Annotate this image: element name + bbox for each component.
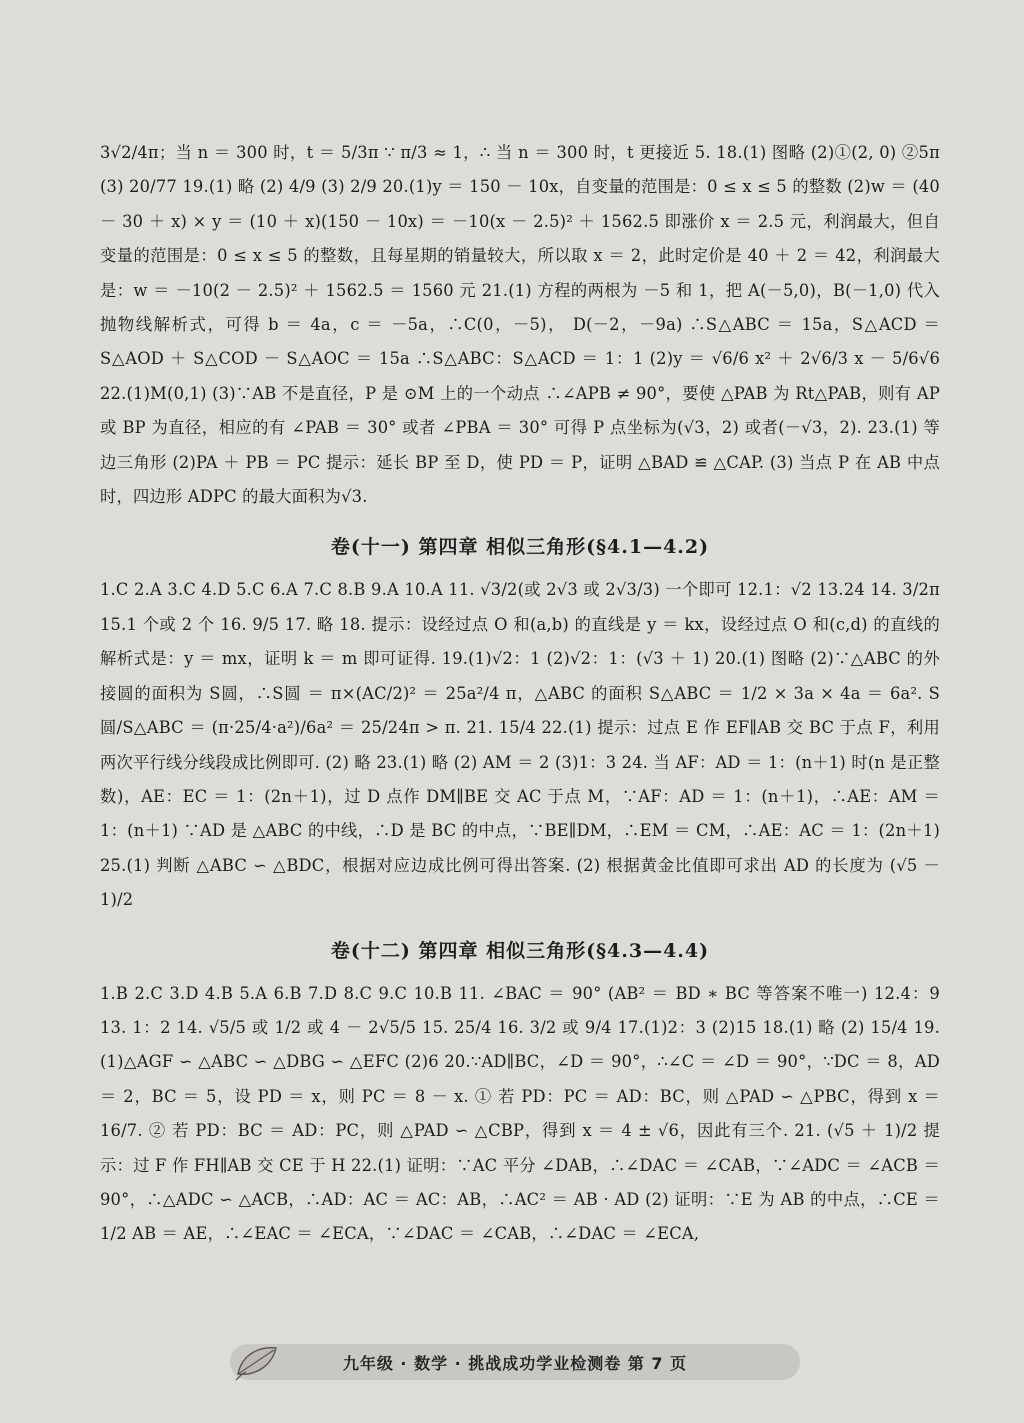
section-heading-12: 卷(十二) 第四章 相似三角形(§4.3—4.4) <box>330 939 710 962</box>
answer-paragraph-3: 1.B 2.C 3.D 4.B 5.A 6.B 7.D 8.C 9.C 10.B 11. ∠BAC ＝ 90° (AB² ＝ BD ∗ BC 等答案不唯一) 12.4：9 13. 1：2 14. √5/5 或 1/2 或 4 － 2√5/5 15. 25/4 16. 3/2 或 9/4 17.(1)2：3 (2)15 18.(1) 略 (2) 15/4 19.(1)△AGF ∽ △ABC ∽ △DBG ∽ △EFC (2)6 20.∵AD∥BC，∠D ＝ 90°，∴∠C ＝ ∠D ＝ 90°，∵DC ＝ 8，AD ＝ 2，BC ＝ 5，设 PD ＝ x，则 PC ＝ 8 － x. ① 若 PD：PC ＝ AD：BC，则 △PAD ∽ △PBC，得到 x ＝ 16/7. ② 若 PD：BC ＝ AD：PC，则 △PAD ∽ △CBP，得到 x ＝ 4 ± √6，因此有三个. 21. (√5 ＋ 1)/2 提示：过 F 作 FH∥AB 交 CE 于 H 22.(1) 证明：∵AC 平分 ∠DAB，∴∠DAC ＝ ∠CAB，∵∠ADC ＝ ∠ACB ＝ 90°，∴△ADC ∽ △ACB，∴AD：AC ＝ AC：AB，∴AC² ＝ AB · AD (2) 证明：∵E 为 AB 的中点，∴CE ＝ 1/2 AB ＝ AE，∴∠EAC ＝ ∠ECA，∵∠DAC ＝ ∠CAB，∴∠DAC ＝ ∠ECA, <box>100 983 940 1244</box>
page-footer <box>230 1344 800 1380</box>
answer-paragraph-2: 1.C 2.A 3.C 4.D 5.C 6.A 7.C 8.B 9.A 10.A 11. √3/2(或 2√3 或 2√3/3) 一个即可 12.1：√2 13.24 14. 3/2π 15.1 个或 2 个 16. 9/5 17. 略 18. 提示：设经过点 O 和(a,b) 的直线是 y ＝ kx，设经过点 O 和(c,d) 的直线的解析式是：y ＝ mx，证明 k ＝ m 即可证得. 19.(1)√2：1 (2)√2：1：(√3 ＋ 1) 20.(1) 图略 (2)∵△ABC 的外接圆的面积为 S圆，∴S圆 ＝ π×(AC/2)² ＝ 25a²/4 π，△ABC 的面积 S△ABC ＝ 1/2 × 3a × 4a ＝ 6a². S圆/S△ABC ＝ (π·25/4·a²)/6a² ＝ 25/24π > π. 21. 15/4 22.(1) 提示：过点 E 作 EF∥AB 交 BC 于点 F，利用两次平行线分线段成比例即可. (2) 略 23.(1) 略 (2) AM ＝ 2 (3)1：3 24. 当 AF：AD ＝ 1：(n＋1) 时(n 是正整数)，AE：EC ＝ 1：(2n＋1)，过 D 点作 DM∥BE 交 AC 于点 M，∵AF：AD ＝ 1：(n＋1)，∴AE：AM ＝ 1：(n＋1) ∵AD 是 △ABC 的中线，∴D 是 BC 的中点，∵BE∥DM，∴EM ＝ CM，∴AE：AC ＝ 1：(2n＋1) 25.(1) 判断 △ABC ∽ △BDC，根据对应边成比例可得出答案. (2) 根据黄金比值即可求出 AD 的长度为 (√5 － 1)/2 <box>100 580 941 910</box>
answer-content <box>100 136 940 1252</box>
section-heading-11: 卷(十一) 第四章 相似三角形(§4.1—4.2) <box>330 536 710 559</box>
answer-paragraph-1: 3√2/4π；当 n ＝ 300 时，t ＝ 5/3π ∵ π/3 ≈ 1，∴ 当 n ＝ 300 时，t 更接近 5. 18.(1) 图略 (2)①(2, 0) ②5π (3) 20/77 19.(1) 略 (2) 4/9 (3) 2/9 20.(1)y ＝ 150 － 10x，自变量的范围是：0 ≤ x ≤ 5 的整数 (2)w ＝ (40 － 30 ＋ x) × y ＝ (10 ＋ x)(150 － 10x) ＝ －10(x － 2.5)² ＋ 1562.5 即涨价 x ＝ 2.5 元，利润最大，但自变量的范围是：0 ≤ x ≤ 5 的整数，且每星期的销量较大，所以取 x ＝ 2，此时定价是 40 ＋ 2 ＝ 42，利润最大是：w ＝ －10(2 － 2.5)² ＋ 1562.5 ＝ 1560 元 21.(1) 方程的两根为 －5 和 1，把 A(－5,0)，B(－1,0) 代入抛物线解析式，可得 b ＝ 4a，c ＝ －5a，∴C(0，－5)， D(－2，－9a) ∴S△ABC ＝ 15a，S△ACD ＝ S△AOD ＋ S△COD － S△AOC ＝ 15a ∴S△ABC：S△ACD ＝ 1：1 (2)y ＝ √6/6 x² ＋ 2√6/3 x － 5/6√6 22.(1)M(0,1) (3)∵AB 不是直径，P 是 ⊙M 上的一个动点 ∴∠APB ≠ 90°，要使 △PAB 为 Rt△PAB，则有 AP 或 BP 为直径，相应的有 ∠PAB ＝ 30° 或者 ∠PBA ＝ 30° 可得 P 点坐标为(√3，2) 或者(－√3，2). 23.(1) 等边三角形 (2)PA ＋ PB ＝ PC 提示：延长 BP 至 D，使 PD ＝ P，证明 △BAD ≌ △CAP. (3) 当点 P 在 AB 中点时，四边形 ADPC 的最大面积为√3. <box>100 143 940 507</box>
footer-text: 九年级 · 数学 · 挑战成功学业检测卷 第 7 页 <box>342 1353 688 1373</box>
leaf-icon <box>232 1340 280 1384</box>
